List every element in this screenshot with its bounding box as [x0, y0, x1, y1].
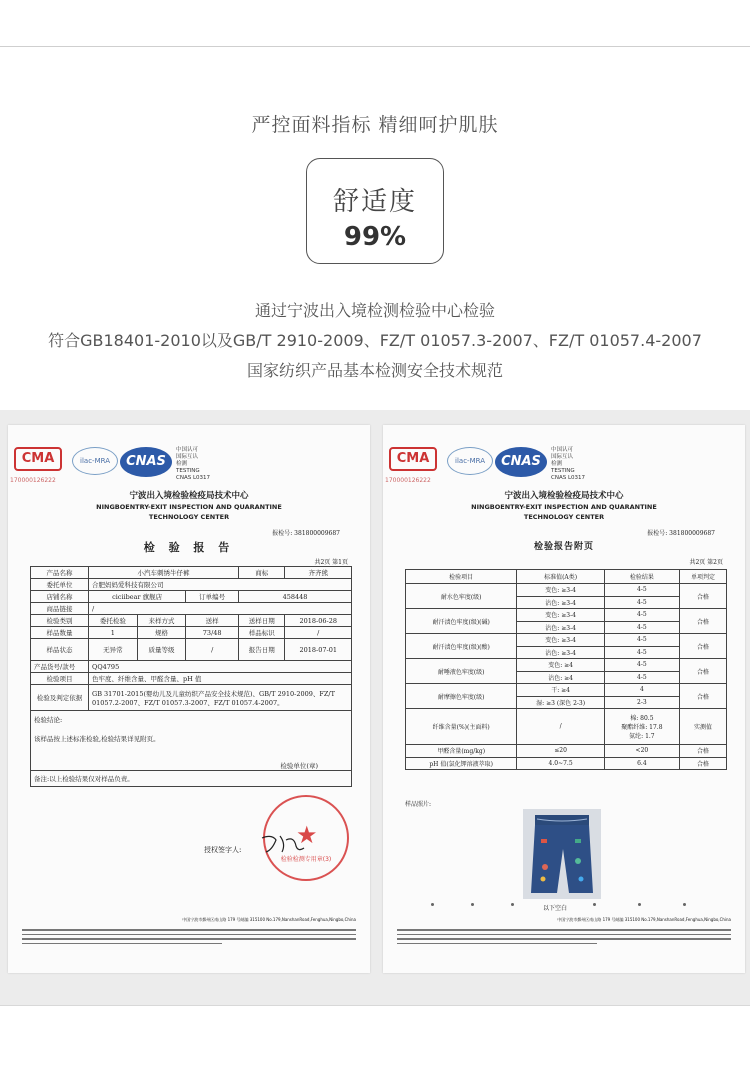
- top-divider: [0, 46, 750, 47]
- table-row: 产品名称 小汽车刺绣牛仔裤 商标 齐齐熊: [31, 567, 352, 579]
- table-row: pH 值(氯化钾溶液萃取) 4.0~7.5 6.4 合格: [406, 757, 727, 770]
- promo-header: [0, 0, 750, 410]
- star-icon: ★: [296, 821, 318, 849]
- cnas-logo: CNAS: [120, 447, 172, 477]
- table-row: 甲醛含量(mg/kg) ≤20 <20 合格: [406, 745, 727, 758]
- badge-title: 舒适度: [332, 187, 417, 217]
- table-row: 产品货号/款号 QQ4795: [31, 661, 352, 673]
- table-row: 沾色: ≥3-4 4-5: [406, 596, 727, 609]
- table-row: 湿: ≥3 (深色 2-3) 2-3: [406, 696, 727, 709]
- description-line-3: 国家纺织产品基本检测安全技术规范: [246, 361, 503, 380]
- ilac-mra-logo: ilac-MRA: [447, 447, 493, 475]
- report-number: 报检号: 381800009687: [647, 530, 715, 537]
- page-number: 共2页 第1页: [314, 559, 348, 566]
- report-title: 检验报告附页: [533, 542, 594, 552]
- cnas-text: 中国认可 国际互认 检测 TESTING CNAS L0317: [176, 447, 211, 481]
- results-table: [405, 569, 727, 770]
- table-row: 店铺名称 ciciibear 旗舰店 订单编号 458448: [31, 591, 352, 603]
- cma-logo: CMA: [389, 447, 437, 471]
- table-row: 样品数量 1 规格 73/48 样品标识 /: [31, 627, 352, 639]
- page-number: 共2页 第2页: [689, 559, 723, 566]
- table-row: 沾色: ≥3-4 4-5: [406, 621, 727, 634]
- table-row: 备注:以上检验结果仅对样品负责。: [31, 771, 352, 787]
- table-row: 检验类别 委托检验 来样方式 送样 送样日期 2018-06-28: [31, 615, 352, 627]
- table-row: 耐唾液色牢度(级) 变色: ≥4 4-5 合格: [406, 659, 727, 672]
- table-row: 检验及判定依据 GB 31701-2015(婴幼儿及儿童纺织产品安全技术规范)、GB/T 2910-2009、FZ/T 01057.2-2007、FZ/T 01057.3-2007、FZ/T 01057.4-2007。: [31, 685, 352, 711]
- report-footer: 中国宁波市鄞州区南山路 179 号邮编 315100 No.179,NanshanRoad,Fenghua,Ningbo,China: [22, 917, 356, 947]
- center-name-en-1: NINGBOENTRY-EXIT INSPECTION AND QUARANTINE: [471, 503, 657, 511]
- table-row: 耐水色牢度(级) 变色: ≥3-4 4-5 合格: [406, 584, 727, 597]
- center-name-en-1: NINGBOENTRY-EXIT INSPECTION AND QUARANTINE: [96, 503, 282, 511]
- table-row: 检验结论: 该样品按上述标准检验,检验结果详见附页。 检验单位(章): [31, 711, 352, 771]
- report-number: 报检号: 381800009687: [272, 530, 340, 537]
- table-row: 沾色: ≥4 4-5: [406, 671, 727, 684]
- report-footer: 中国宁波市鄞州区南山路 179 号邮编 315100 No.179,NanshanRoad,Fenghua,Ningbo,China: [397, 917, 731, 947]
- table-row: 商品链接 /: [31, 603, 352, 615]
- table-row: 耐汗渍色牢度(级)(酸) 变色: ≥3-4 4-5 合格: [406, 634, 727, 647]
- official-seal: ★ 检验检测专用章(3): [263, 795, 349, 881]
- signer-label: 授权签字人:: [204, 846, 242, 854]
- comfort-badge: [306, 158, 444, 264]
- cma-number: 170000126222: [10, 477, 56, 484]
- report-table: [30, 566, 352, 787]
- inspection-report-page-1: [8, 425, 370, 973]
- center-name-en-2: TECHNOLOGY CENTER: [523, 513, 605, 521]
- cnas-text: 中国认可 国际互认 检测 TESTING CNAS L0317: [551, 447, 586, 481]
- table-row: 委托单位 合肥妈妈爱科技有限公司: [31, 579, 352, 591]
- inspection-report-page-2: [383, 425, 745, 973]
- badge-value: 99%: [343, 222, 407, 252]
- report-title: 检 验 报 告: [143, 541, 235, 554]
- sample-photo-label: 样品照片:: [405, 801, 432, 808]
- bottom-divider: [0, 1005, 750, 1006]
- table-row: 检验项目 色牢度、纤维含量、甲醛含量、pH 值: [31, 673, 352, 685]
- ilac-mra-logo: ilac-MRA: [72, 447, 118, 475]
- center-name-cn: 宁波出入境检验检疫局技术中心: [504, 491, 624, 501]
- center-name-cn: 宁波出入境检验检疫局技术中心: [129, 491, 249, 501]
- table-header-row: 检验项目 标准值(A类) 检验结果 单项判定: [406, 570, 727, 584]
- table-row: 沾色: ≥3-4 4-5: [406, 646, 727, 659]
- center-name-en-2: TECHNOLOGY CENTER: [148, 513, 230, 521]
- cnas-logo: CNAS: [495, 447, 547, 477]
- table-row: 纤维含量(%)(主面料) / 棉: 80.5 聚酯纤维: 17.8 氨纶: 1.7 实测值: [406, 709, 727, 745]
- table-row: 耐摩擦色牢度(级) 干: ≥4 4 合格: [406, 684, 727, 697]
- blank-caption: 以下空白: [543, 905, 568, 912]
- table-row: 耐汗渍色牢度(级)(碱) 变色: ≥3-4 4-5 合格: [406, 609, 727, 622]
- cma-logo: CMA: [14, 447, 62, 471]
- headline: 严控面料指标 精细呵护肌肤: [251, 114, 499, 136]
- description-line-2: 符合GB18401-2010以及GB/T 2910-2009、FZ/T 01057.3-2007、FZ/T 01057.4-2007: [48, 331, 702, 350]
- signature: [258, 830, 308, 856]
- cma-number: 170000126222: [385, 477, 431, 484]
- table-row: 样品状态 无异常 质量等级 / 报告日期 2018-07-01: [31, 639, 352, 661]
- accreditation-logos: [8, 447, 370, 487]
- jeans-sample-photo: [523, 809, 601, 899]
- description-line-1: 通过宁波出入境检测检验中心检验: [254, 301, 495, 320]
- blank-dots: [423, 903, 713, 911]
- accreditation-logos: [383, 447, 745, 487]
